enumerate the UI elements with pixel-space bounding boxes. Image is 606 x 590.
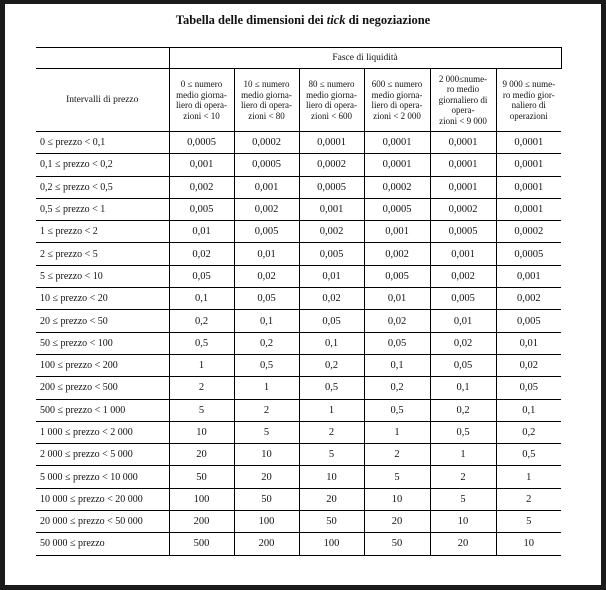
table-row [36,488,561,510]
price-range-cell: 0,5 ≤ prezzo < 1 [36,198,169,220]
tick-size-cell: 0,005 [496,310,561,332]
tick-size-cell: 0,0001 [430,176,496,198]
column-header-line: medio giorna- [306,89,357,100]
tick-size-cell: 0,02 [234,265,299,287]
title-prefix: Tabella delle dimensioni dei [175,13,327,27]
column-header-row [36,69,561,132]
tick-size-cell: 0,0005 [299,176,364,198]
column-header-line: 2 000≤nume- [438,73,488,84]
tick-size-cell: 0,0005 [364,198,430,220]
tick-size-cell: 0,5 [299,377,364,399]
table-row [36,310,561,332]
column-header [496,69,561,132]
tick-size-cell: 100 [169,488,234,510]
table-title [5,13,601,28]
tick-size-cell: 0,005 [430,288,496,310]
table-row [36,265,561,287]
column-header-line: naliero di [511,100,546,110]
column-header-line: zioni < 9 000 [439,115,487,126]
tick-size-cell: 1 [299,399,364,421]
table-row [36,377,561,399]
tick-size-cell: 0,02 [299,288,364,310]
price-range-cell: 5 ≤ prezzo < 10 [36,265,169,287]
column-header-line: zioni < 80 [248,110,285,121]
tick-size-cell: 0,01 [364,288,430,310]
column-header [299,69,364,132]
table-row [36,354,561,376]
tick-size-cell: 10 [234,444,299,466]
price-range-cell: 2 000 ≤ prezzo < 5 000 [36,444,169,466]
tick-size-cell: 0,1 [364,354,430,376]
column-header-line: medio giorna- [241,89,292,100]
tick-size-cell: 0,1 [299,332,364,354]
column-header-line: zioni < 10 [183,110,220,121]
tick-size-cell: 0,0001 [496,154,561,176]
tick-size-cell: 0,005 [234,221,299,243]
tick-size-cell: 1 [364,421,430,443]
tick-size-cell: 50 [169,466,234,488]
tick-size-cell: 2 [169,377,234,399]
tick-size-cell: 0,005 [364,265,430,287]
table-row [36,221,561,243]
title-emphasis: tick [326,13,346,27]
tick-size-cell: 0,02 [430,332,496,354]
tick-size-cell: 5 [496,511,561,533]
table-row [36,444,561,466]
column-header-line: medio giorna- [176,89,227,100]
tick-size-cell: 0,0001 [430,132,496,154]
tick-size-cell: 0,0005 [430,221,496,243]
tick-size-cell: 20 [430,533,496,555]
tick-size-cell: 0,1 [430,377,496,399]
price-range-cell: 5 000 ≤ prezzo < 10 000 [36,466,169,488]
tick-size-cell: 0,002 [169,176,234,198]
table-row [36,533,561,555]
column-header-line: 10 ≤ numero [243,79,290,89]
column-header-line: giornaliero di [438,94,488,105]
table-row [36,399,561,421]
document-page [5,4,601,585]
price-range-header: Intervalli di prezzo [36,69,169,132]
tick-size-cell: 0,001 [496,265,561,287]
tick-size-cell: 10 [364,488,430,510]
column-header-line: 600 ≤ numero [371,79,423,89]
price-range-cell: 500 ≤ prezzo < 1 000 [36,399,169,421]
tick-size-cell: 0,2 [430,399,496,421]
tick-size-cell: 2 [234,399,299,421]
tick-size-cell: 1 [430,444,496,466]
column-header-line: opera- [451,105,475,116]
tick-size-cell: 0,001 [299,198,364,220]
tick-size-cell: 100 [299,533,364,555]
tick-size-cell: 0,0005 [169,132,234,154]
tick-size-cell: 20 [364,511,430,533]
table-row [36,511,561,533]
price-range-cell: 0,2 ≤ prezzo < 0,5 [36,176,169,198]
tick-size-cell: 0,0001 [364,154,430,176]
tick-size-cell: 0,0002 [430,198,496,220]
price-range-cell: 0 ≤ prezzo < 0,1 [36,132,169,154]
title-suffix: di negoziazione [345,13,431,27]
column-header [364,69,430,132]
price-range-cell: 1 000 ≤ prezzo < 2 000 [36,421,169,443]
tick-size-cell: 0,0001 [496,176,561,198]
tick-size-cell: 500 [169,533,234,555]
tick-size-cell: 0,02 [169,243,234,265]
column-header [430,69,496,132]
price-range-cell: 10 ≤ prezzo < 20 [36,288,169,310]
tick-size-cell: 0,0005 [234,154,299,176]
tick-size-cell: 0,001 [234,176,299,198]
tick-size-cell: 0,1 [234,310,299,332]
tick-size-cell: 10 [496,533,561,555]
tick-size-cell: 0,02 [496,354,561,376]
price-range-cell: 50 ≤ prezzo < 100 [36,332,169,354]
tick-size-cell: 2 [496,488,561,510]
tick-size-cell: 0,2 [299,354,364,376]
column-header-line: liero di opera- [306,100,357,110]
price-range-cell: 20 ≤ prezzo < 50 [36,310,169,332]
tick-size-cell: 1 [234,377,299,399]
tick-size-cell: 0,002 [430,265,496,287]
tick-size-cell: 0,01 [299,265,364,287]
price-range-cell: 20 000 ≤ prezzo < 50 000 [36,511,169,533]
tick-size-cell: 2 [299,421,364,443]
tick-size-cell: 200 [169,511,234,533]
price-range-cell: 50 000 ≤ prezzo [36,533,169,555]
tick-size-cell: 0,01 [430,310,496,332]
tick-size-table [36,47,562,556]
table-row [36,288,561,310]
tick-size-cell: 20 [169,444,234,466]
column-header-line: liero di opera- [176,100,227,110]
table-row [36,243,561,265]
tick-size-cell: 0,0002 [299,154,364,176]
tick-size-cell: 0,5 [234,354,299,376]
tick-size-cell: 0,5 [169,332,234,354]
table-row [36,176,561,198]
tick-size-cell: 0,1 [496,399,561,421]
column-header-line: liero di opera- [241,100,292,110]
tick-size-cell: 1 [169,354,234,376]
tick-size-cell: 1 [496,466,561,488]
tick-size-cell: 0,02 [364,310,430,332]
column-header-line: operazioni [509,110,548,121]
tick-size-cell: 0,0001 [496,132,561,154]
price-range-cell: 1 ≤ prezzo < 2 [36,221,169,243]
tick-size-cell: 0,2 [234,332,299,354]
tick-size-cell: 5 [234,421,299,443]
table-row [36,421,561,443]
tick-size-cell: 0,002 [496,288,561,310]
tick-size-cell: 0,5 [364,399,430,421]
tick-size-cell: 100 [234,511,299,533]
tick-size-cell: 0,001 [169,154,234,176]
tick-size-cell: 0,05 [430,354,496,376]
tick-size-cell: 0,5 [496,444,561,466]
tick-size-cell: 0,01 [234,243,299,265]
tick-size-cell: 0,0002 [364,176,430,198]
table-body [36,132,561,556]
tick-size-cell: 10 [430,511,496,533]
price-range-cell: 10 000 ≤ prezzo < 20 000 [36,488,169,510]
column-header-line: medio giorna- [371,89,423,100]
band-header-row [36,48,561,69]
table-row [36,154,561,176]
column-header-line: zioni < 2 000 [373,110,421,121]
tick-size-cell: 50 [299,511,364,533]
price-range-cell: 100 ≤ prezzo < 200 [36,354,169,376]
corner-cell [36,48,169,69]
tick-size-cell: 0,002 [234,198,299,220]
tick-size-cell: 0,05 [234,288,299,310]
tick-size-cell: 0,0002 [234,132,299,154]
tick-size-cell: 0,001 [364,221,430,243]
column-header-line: zioni < 600 [310,110,353,121]
tick-size-cell: 0,05 [169,265,234,287]
table-row [36,132,561,154]
tick-size-cell: 0,005 [299,243,364,265]
tick-size-cell: 0,0001 [430,154,496,176]
table-row [36,198,561,220]
tick-size-cell: 0,0002 [496,221,561,243]
tick-size-cell: 0,2 [364,377,430,399]
tick-size-cell: 5 [430,488,496,510]
table-row [36,332,561,354]
tick-size-cell: 2 [430,466,496,488]
tick-size-cell: 0,0001 [496,198,561,220]
tick-size-cell: 20 [234,466,299,488]
price-range-cell: 200 ≤ prezzo < 500 [36,377,169,399]
price-range-cell: 0,1 ≤ prezzo < 0,2 [36,154,169,176]
table-row [36,466,561,488]
tick-size-cell: 0,002 [299,221,364,243]
tick-size-cell: 0,5 [430,421,496,443]
tick-size-cell: 20 [299,488,364,510]
tick-size-cell: 50 [364,533,430,555]
column-header-line: 0 ≤ numero [180,79,223,89]
tick-size-cell: 0,0001 [364,132,430,154]
tick-size-cell: 5 [364,466,430,488]
tick-size-cell: 5 [299,444,364,466]
column-header-line: ro medio gior- [502,89,555,100]
column-header-line: liero di opera- [371,100,423,110]
tick-size-cell: 200 [234,533,299,555]
tick-size-cell: 50 [234,488,299,510]
tick-size-cell: 0,001 [430,243,496,265]
tick-size-cell: 0,2 [496,421,561,443]
column-header-line: ro medio [446,84,480,95]
tick-size-cell: 0,0005 [496,243,561,265]
price-range-cell: 2 ≤ prezzo < 5 [36,243,169,265]
tick-size-cell: 0,1 [169,288,234,310]
tick-size-cell: 0,05 [364,332,430,354]
tick-size-cell: 0,05 [299,310,364,332]
tick-size-cell: 2 [364,444,430,466]
column-header [169,69,234,132]
tick-size-cell: 0,01 [496,332,561,354]
tick-size-cell: 0,0001 [299,132,364,154]
tick-size-cell: 0,2 [169,310,234,332]
tick-size-cell: 0,002 [364,243,430,265]
column-header-line: 9 000 ≤ nume- [502,79,556,89]
column-header-line: 80 ≤ numero [308,79,355,89]
tick-size-cell: 10 [299,466,364,488]
tick-size-cell: 0,005 [169,198,234,220]
column-header [234,69,299,132]
tick-size-cell: 5 [169,399,234,421]
tick-size-cell: 0,01 [169,221,234,243]
tick-size-cell: 10 [169,421,234,443]
tick-size-cell: 0,05 [496,377,561,399]
liquidity-band-header: Fasce di liquidità [169,48,561,69]
